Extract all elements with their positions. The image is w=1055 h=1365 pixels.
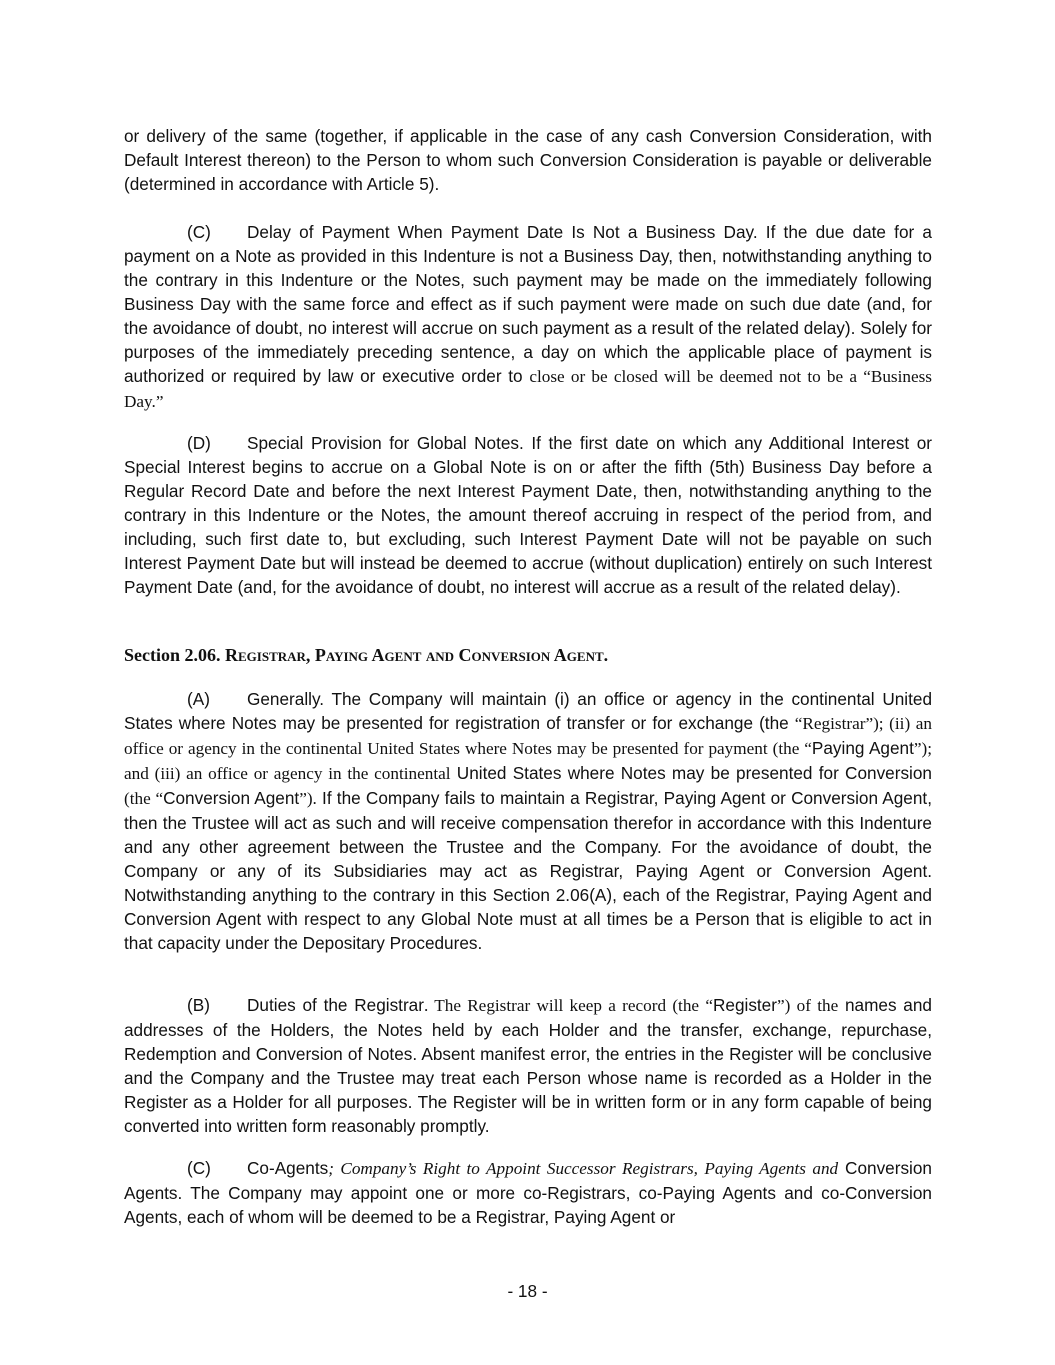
defined-term-paying-agent: Paying Agent — [811, 738, 914, 758]
paragraph-text: Co-Agents — [247, 1158, 329, 1178]
paragraph-2-06-b — [124, 993, 932, 1138]
paragraph-2-05-c — [124, 220, 932, 414]
paragraph-2-05-d — [124, 431, 932, 599]
paragraph-text-serif: ”) of the — [776, 996, 839, 1015]
paragraph-continuation — [124, 124, 932, 196]
section-title: Registrar, Paying Agent and Conversion Agent. — [225, 645, 609, 665]
paragraph-text: United States where Notes may be presented for Conversion — [456, 763, 932, 783]
defined-term-register: Register — [712, 995, 777, 1015]
paragraph-label: (B) — [187, 995, 210, 1015]
paragraph-text: names and addresses of the Holders, the Notes held by each Holder and the transfer, exchange, repurchase, Redemption and Conversion of Notes. Absent manifest error, the entries in the Register will be conclusive and the Company and the Trustee may treat each Person whose name is recorded as a Holder in the Register as a Holder for all purposes. The Register will be in written form or in any form capable of being converted into written form reasonably promptly. — [124, 995, 932, 1136]
paragraph-text-serif: ”); (ii) an office or agency in the continental United States where Notes may be presented for payment (the “ — [124, 714, 932, 758]
paragraph-text: Special Provision for Global Notes. If the first date on which any Additional Interest or Special Interest begins to accrue on a Global Note is on or after the fifth (5th) Business Day before a Regular Record Date and before the next Interest Payment Date, then, notwithstanding anything to the contrary in this Indenture or the Notes, the amount thereof accruing in respect of the period from, and including, such first date to, but excluding, such Interest Payment Date will not be payable on such Interest Payment Date but will instead be deemed to accrue (without duplication) entirely on such Interest Payment Date (and, for the avoidance of doubt, no interest will accrue as a result of the related delay). — [124, 433, 932, 597]
defined-term-conversion-agent: Conversion Agent — [163, 788, 300, 808]
paragraph-text: Delay of Payment When Payment Date Is Not a Business Day. If the due date for a payment on a Note as provided in this Indenture is not a Business Day, then, notwithstanding anything to the contrary in this Indenture or the Notes, such payment may be made on the immediately following Business Day with the same force and effect as if such payment were made on such due date (and, for the avoidance of doubt, no interest will accrue on such payment as a result of the related delay). Solely for purposes of the immediately preceding sentence, a day on which the applicable place of payment is authorized or required by law or executive order to — [124, 222, 932, 386]
paragraph-text-italic: ; Company’s Right to Appoint Successor Registrars, Paying Agents and — [328, 1159, 839, 1178]
paragraph-label: (C) — [187, 222, 211, 242]
defined-term-registrar: “Registrar — [794, 714, 866, 733]
paragraph-2-06-c — [124, 1156, 932, 1229]
paragraph-text-serif: close or be closed will be deemed not to be a “Business Day.” — [124, 367, 932, 411]
paragraph-label: (C) — [187, 1158, 211, 1178]
paragraph-text: Duties of the Registrar — [247, 995, 424, 1015]
paragraph-text-serif: . The Registrar will keep a record (the “ — [423, 996, 713, 1015]
paragraph-text: If the Company fails to maintain a Registrar, Paying Agent or Conversion Agent, then the Trustee will act as such and will receive compensation therefor in accordance with this Indenture and any other agreement between the Trustee and the Company. For the avoidance of doubt, the Company or any of its Subsidiaries may act as Registrar, Paying Agent or Conversion Agent. Notwithstanding anything to the contrary in this Section 2.06(A), each of the Registrar, Paying Agent and Conversion Agent with respect to any Global Note must at all times be a Person that is eligible to act in that capacity under the Depositary Procedures. — [124, 788, 932, 953]
paragraph-text: or delivery of the same (together, if applicable in the case of any cash Conversion Consideration, with Default Interest thereon) to the Person to whom such Conversion Consideration is payable or deliverable (determined in accordance with Article 5). — [124, 126, 932, 194]
paragraph-text: Generally. The Company will maintain (i) an office or agency in the continental United States where Notes may be presented for registration of transfer or for exchange (the — [124, 689, 932, 733]
paragraph-text-serif: ”). — [299, 789, 317, 808]
paragraph-text-serif: ”); and (iii) an office or agency in the continental — [124, 739, 932, 783]
section-number: Section 2.06. — [124, 645, 221, 665]
page-number: - 18 - — [507, 1281, 548, 1301]
paragraph-text-serif: (the “ — [124, 789, 164, 808]
section-heading — [124, 643, 932, 667]
paragraph-label: (D) — [187, 433, 211, 453]
paragraph-label: (A) — [187, 689, 210, 709]
paragraph-text: Conversion Agents. The Company may appoint one or more co-Registrars, co-Paying Agents and co-Conversion Agents, each of whom will be deemed to be a Registrar, Paying Agent or — [124, 1158, 932, 1227]
paragraph-2-06-a — [124, 687, 932, 955]
